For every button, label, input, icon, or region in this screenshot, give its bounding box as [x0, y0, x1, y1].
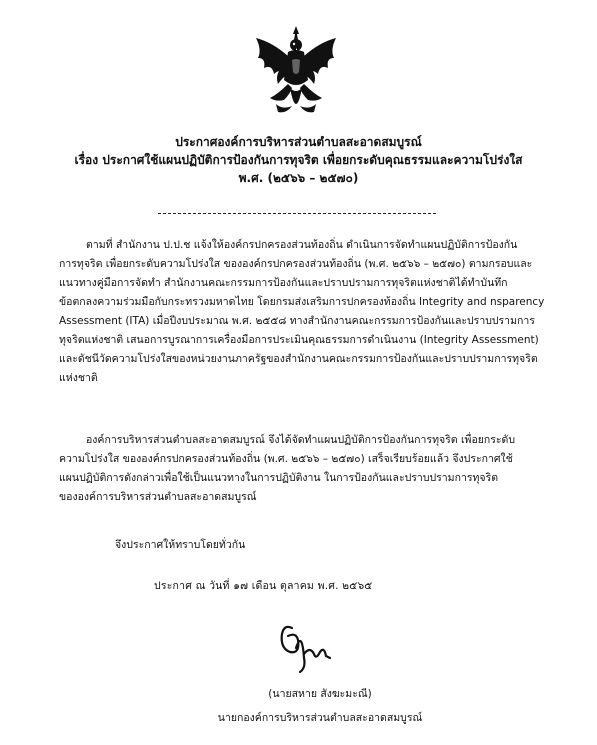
- garuda-emblem-icon: [252, 24, 340, 120]
- paragraph-line: แนวทางคู่มือการจัดทำ สำนักงานคณะกรรมการป้องกันและปราบปรามการทุจริตแห่งชาติได้ทำบันทึก: [59, 277, 508, 289]
- paragraph-2: [59, 431, 579, 507]
- title-divider: [158, 213, 436, 214]
- paragraph-line: และดัชนีวัดความโปร่งใสของหน่วยงานภาครัฐของสำนักงานคณะกรรมการป้องกันและปราบปรามการทุจริต: [59, 353, 538, 365]
- announcement-title: ประกาศองค์การบริหารส่วนตำบลสะอาดสมบูรณ์: [175, 135, 422, 149]
- paragraph-line: ทุจริตแห่งชาติ เสนอการบูรณาการเครื่องมือการประเมินคุณธรรมการดำเนินงาน (Integrity Assessment): [59, 334, 539, 346]
- paragraph-line: แผนปฏิบัติการดังกล่าวเพื่อใช้เป็นแนวทางในการปฏิบัติงาน ในการป้องกันและปราบปรามการทุจริต: [59, 472, 499, 484]
- paragraph-line: ความโปร่งใส ขององค์กรปกครองส่วนท้องถิ่น (พ.ศ. ๒๕๖๖ – ๒๕๗๐) เสร็จเรียบร้อยแล้ว จึงประกาศใช้: [59, 453, 513, 465]
- paragraph-line: ขององค์การบริหารส่วนตำบลสะอาดสมบูรณ์: [59, 491, 257, 503]
- paragraph-line: ข้อตกลงความร่วมมือกับกระทรวงมหาดไทย โดยกรมส่งเสริมการปกครองท้องถิ่น Integrity and nsparency: [59, 296, 545, 308]
- paragraph-line: Assessment (ITA) เมื่อปีงบประมาณ พ.ศ. ๒๕๕๘ ทางสำนักงานคณะกรรมการป้องกันและปราบปรามการ: [59, 315, 535, 327]
- announcement-period: พ.ศ. (๒๕๖๖ – ๒๕๗๐): [238, 171, 359, 185]
- paragraph-line: การทุจริต เพื่อยกระดับความโปร่งใส ขององค์กรปกครองส่วนท้องถิ่น (พ.ศ. ๒๕๖๖ – ๒๕๗๐) ตามกรอบและ: [59, 258, 533, 270]
- paragraph-line: แห่งชาติ: [59, 372, 98, 384]
- announcement-date: ประกาศ ณ วันที่ ๑๗ เดือน ตุลาคม พ.ศ. ๒๕๖๕: [154, 580, 373, 592]
- announcement-subject: เรื่อง ประกาศใช้แผนปฏิบัติการป้องกันการทุจริต เพื่อยกระดับคุณธรรมและความโปร่งใส: [74, 153, 523, 167]
- signer-name: (นายสหาย สังฆะมะณี): [268, 688, 372, 700]
- handwritten-signature: [270, 618, 350, 678]
- signer-title: นายกองค์การบริหารส่วนตำบลสะอาดสมบูรณ์: [217, 712, 423, 724]
- paragraph-1: [59, 236, 579, 388]
- announcement-closing: จึงประกาศให้ทราบโดยทั่วกัน: [115, 539, 246, 551]
- paragraph-line: ตามที่ สำนักงาน ป.ป.ช แจ้งให้องค์กรปกครองส่วนท้องถิ่น ดำเนินการจัดทำแผนปฏิบัติการป้องกัน: [86, 239, 518, 251]
- paragraph-line: องค์การบริหารส่วนตำบลสะอาดสมบูรณ์ จึงได้จัดทำแผนปฏิบัติการป้องกันการทุจริต เพื่อยกระดับ: [86, 434, 516, 446]
